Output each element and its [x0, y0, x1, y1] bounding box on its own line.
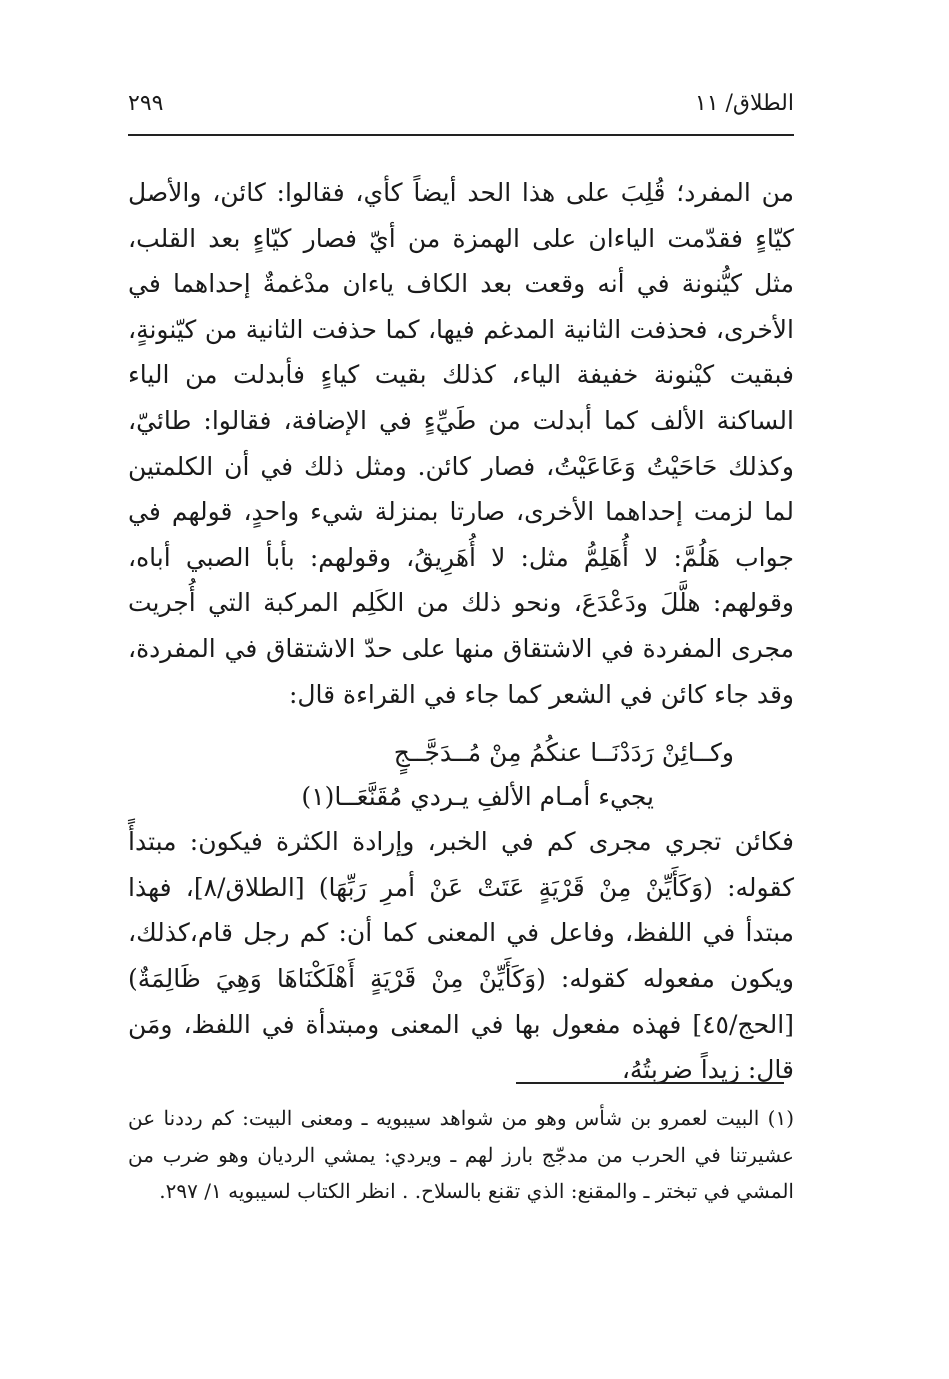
main-text [128, 170, 794, 1093]
paragraph-2: فكائن تجري مجرى كم في الخبر، وإرادة الكثرة فيكون: مبتدأً كقوله: (وَكَأَيِّنْ مِنْ قَرْيَةٍ عَتَتْ عَنْ أمرِ رَبِّهَا) [الطلاق/٨]، فهذا مبتدأ في اللفظ، وفاعل في المعنى كما أن: كم رجل قام،كذلك، ويكون مفعوله كقوله: (وَكَأَيِّنْ مِنْ قَرْيَةٍ أَهْلَكْنَاهَا وَهِيَ ظَالِمَةٌ) [الحج/٤٥] فهذه مفعول بها في المعنى ومبتدأة في اللفظ، ومَن قال: زيداً ضربتُهُ، [128, 827, 795, 1085]
footnote: (١) البيت لعمرو بن شأس وهو من شواهد سيبويه ـ ومعنى البيت: كم رددنا عن عشيرتنا في الحرب من مدجّج بارز لهم ـ ويردي: يمشي الرديان وهو ضرب من المشي في تبختر ـ والمقنع: الذي تقنع بالسلاح. . انظر الكتاب لسيبويه ١/ ٢٩٧. [128, 1106, 794, 1203]
page-number: ٢٩٩ [128, 90, 164, 116]
paragraph-1: من المفرد؛ قُلِبَ على هذا الحد أيضاً كأي، فقالوا: كائن، والأصل كيّاءٍ فقدّمت الياءان على الهمزة من أيّ فصار كيّاءٍ بعد القلب، مثل كيُّنونة في أنه وقعت بعد الكاف ياءان مدْغمةٌ إحداهما في الأخرى، فحذفت الثانية المدغم فيها، كما حذفت الثانية من كيّنونةٍ، فبقيت كيْنونة خفيفة الياء، كذلك بقيت كياءٍ فأبدلت من الياء الساكنة الألف كما أبدلت من طَيِّءٍ في الإضافة، فقالوا: طائيّ، وكذلك حَاحَيْتُ وَعَاعَيْتُ، فصار كائن. ومثل ذلك في أن الكلمتين لما لزمت إحداهما الأخرى، صارتا بمنزلة شيء واحدٍ، قولهم في جواب هَلُمَّ: لا أُهَلِمُّ مثل: لا أُهَرِيقُ، وقولهم: بأبأ الصبي أباه، وقولهم: هلَّلَ ودَعْدَعَ، ونحو ذلك من الكَلِم المركبة التي أُجريت مجرى المفردة في الاشتقاق منها على حدّ الاشتقاق في المفردة، وقد جاء كائن في الشعر كما جاء في القراءة قال: [128, 178, 794, 709]
page-header [128, 86, 794, 120]
verse-line-2: يجيء أمـام الألفِ يـردي مُقَنَّعَــا(١) [301, 782, 654, 812]
poetry-verse [128, 731, 794, 819]
footnote-rule [516, 1082, 784, 1084]
running-title: الطلاق/ ١١ [694, 90, 794, 116]
verse-line-1: وكــائِنْ رَدَدْنَــا عنكُمُ مِنْ مُــدَجَّــجٍ [393, 738, 734, 768]
header-rule [128, 134, 794, 136]
